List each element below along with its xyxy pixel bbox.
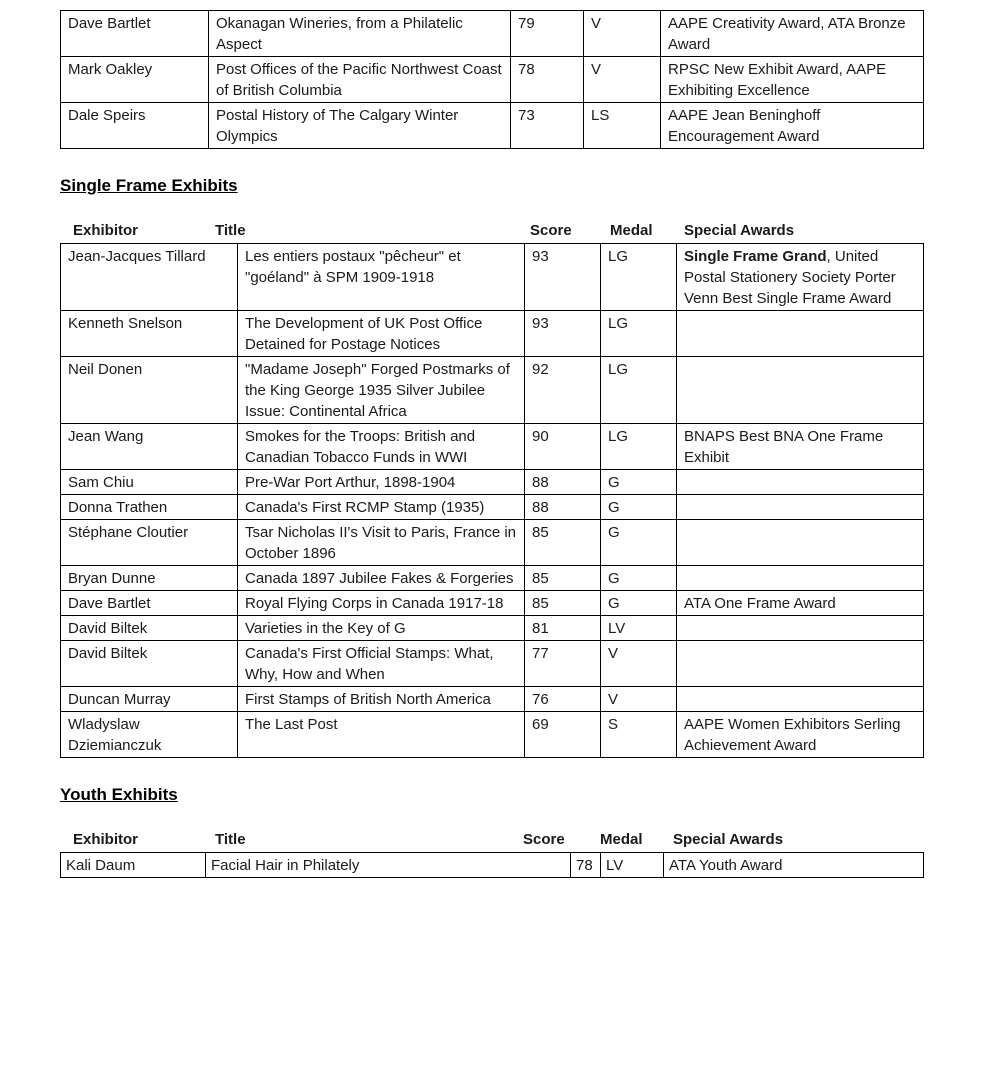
- award-text: BNAPS Best BNA One Frame Exhibit: [684, 428, 884, 466]
- exhibitor-cell: Sam Chiu: [61, 470, 238, 495]
- exhibitor-cell: Dale Speirs: [61, 103, 209, 149]
- single-frame-results-table: [60, 243, 924, 758]
- awards-cell: [661, 57, 924, 103]
- score-cell: 69: [525, 712, 601, 758]
- table-row: [61, 470, 924, 495]
- awards-cell: [677, 311, 924, 357]
- title-cell: First Stamps of British North America: [238, 687, 525, 712]
- table-row: [61, 712, 924, 758]
- medal-cell: V: [601, 687, 677, 712]
- score-cell: 90: [525, 424, 601, 470]
- medal-cell: LG: [601, 244, 677, 311]
- column-header-score: Score: [523, 831, 565, 848]
- table-row: [61, 311, 924, 357]
- awards-cell: [677, 641, 924, 687]
- medal-cell: V: [584, 57, 661, 103]
- column-header-title: Title: [215, 222, 246, 239]
- title-cell: Smokes for the Troops: British and Canadian Tobacco Funds in WWI: [238, 424, 525, 470]
- medal-cell: LV: [601, 853, 664, 878]
- score-cell: 93: [525, 244, 601, 311]
- title-cell: Pre-War Port Arthur, 1898-1904: [238, 470, 525, 495]
- awards-cell: [677, 687, 924, 712]
- award-text: ATA Youth Award: [669, 857, 783, 874]
- awards-cell: [677, 566, 924, 591]
- awards-cell: [677, 470, 924, 495]
- exhibitor-cell: David Biltek: [61, 641, 238, 687]
- score-cell: 92: [525, 357, 601, 424]
- title-cell: Post Offices of the Pacific Northwest Coast of British Columbia: [209, 57, 511, 103]
- score-cell: 73: [511, 103, 584, 149]
- exhibitor-cell: Bryan Dunne: [61, 566, 238, 591]
- score-cell: 93: [525, 311, 601, 357]
- medal-cell: G: [601, 591, 677, 616]
- score-cell: 85: [525, 520, 601, 566]
- section-heading-single-frame: Single Frame Exhibits: [60, 176, 238, 195]
- title-cell: "Madame Joseph" Forged Postmarks of the King George 1935 Silver Jubilee Issue: Continental Africa: [238, 357, 525, 424]
- score-cell: 79: [511, 11, 584, 57]
- title-cell: Varieties in the Key of G: [238, 616, 525, 641]
- awards-cell: [677, 357, 924, 424]
- exhibitor-cell: Jean Wang: [61, 424, 238, 470]
- table-row: [61, 853, 924, 878]
- exhibitor-cell: Kali Daum: [61, 853, 206, 878]
- title-cell: Canada's First RCMP Stamp (1935): [238, 495, 525, 520]
- table-row: [61, 616, 924, 641]
- awards-cell: [661, 103, 924, 149]
- score-cell: 78: [571, 853, 601, 878]
- award-text: AAPE Creativity Award, ATA Bronze Award: [668, 15, 906, 53]
- section-heading-youth: Youth Exhibits: [60, 785, 178, 804]
- award-text: , United Postal Stationery Society Porter Venn Best Single Frame Award: [684, 248, 896, 307]
- award-bold-text: Single Frame Grand: [684, 248, 827, 265]
- score-cell: 81: [525, 616, 601, 641]
- table-row: [61, 357, 924, 424]
- exhibitor-cell: Dave Bartlet: [61, 591, 238, 616]
- multi-frame-results-table-continued: [60, 10, 924, 149]
- score-cell: 85: [525, 566, 601, 591]
- medal-cell: G: [601, 520, 677, 566]
- awards-cell: [664, 853, 924, 878]
- title-cell: Postal History of The Calgary Winter Olympics: [209, 103, 511, 149]
- score-cell: 85: [525, 591, 601, 616]
- awards-cell: [661, 11, 924, 57]
- score-cell: 78: [511, 57, 584, 103]
- table-row: [61, 566, 924, 591]
- exhibitor-cell: Dave Bartlet: [61, 11, 209, 57]
- title-cell: The Development of UK Post Office Detained for Postage Notices: [238, 311, 525, 357]
- medal-cell: V: [601, 641, 677, 687]
- table-row: [61, 244, 924, 311]
- table-row: [61, 520, 924, 566]
- exhibitor-cell: Neil Donen: [61, 357, 238, 424]
- medal-cell: G: [601, 495, 677, 520]
- title-cell: Les entiers postaux "pêcheur" et "goéland" à SPM 1909-1918: [238, 244, 525, 311]
- score-cell: 76: [525, 687, 601, 712]
- awards-cell: [677, 424, 924, 470]
- title-cell: Royal Flying Corps in Canada 1917-18: [238, 591, 525, 616]
- column-header-awards: Special Awards: [684, 222, 795, 239]
- column-header-awards: Special Awards: [673, 831, 784, 848]
- table-row: [61, 424, 924, 470]
- column-header-score: Score: [530, 222, 572, 239]
- awards-cell: [677, 495, 924, 520]
- awards-cell: [677, 591, 924, 616]
- exhibitor-cell: Jean-Jacques Tillard: [61, 244, 238, 311]
- column-header-medal: Medal: [610, 222, 653, 239]
- column-header-exhibitor: Exhibitor: [73, 222, 139, 239]
- award-text: AAPE Women Exhibitors Serling Achievement Award: [684, 716, 901, 754]
- table-row: [61, 11, 924, 57]
- table-row: [61, 103, 924, 149]
- awards-cell: [677, 616, 924, 641]
- title-cell: Tsar Nicholas II's Visit to Paris, France in October 1896: [238, 520, 525, 566]
- title-cell: The Last Post: [238, 712, 525, 758]
- title-cell: Okanagan Wineries, from a Philatelic Aspect: [209, 11, 511, 57]
- column-header-medal: Medal: [600, 831, 643, 848]
- table-row: [61, 591, 924, 616]
- medal-cell: LG: [601, 311, 677, 357]
- exhibitor-cell: Mark Oakley: [61, 57, 209, 103]
- award-text: ATA One Frame Award: [684, 595, 836, 612]
- awards-cell: [677, 520, 924, 566]
- award-text: AAPE Jean Beninghoff Encouragement Award: [668, 107, 821, 145]
- medal-cell: LG: [601, 424, 677, 470]
- exhibitor-cell: Kenneth Snelson: [61, 311, 238, 357]
- table-row: [61, 57, 924, 103]
- score-cell: 88: [525, 470, 601, 495]
- single-frame-column-headers: [60, 223, 981, 239]
- exhibitor-cell: Wladyslaw Dziemianczuk: [61, 712, 238, 758]
- exhibitor-cell: Duncan Murray: [61, 687, 238, 712]
- awards-cell: [677, 244, 924, 311]
- medal-cell: G: [601, 470, 677, 495]
- youth-column-headers: [60, 832, 981, 848]
- table-row: [61, 687, 924, 712]
- table-row: [61, 641, 924, 687]
- exhibitor-cell: David Biltek: [61, 616, 238, 641]
- exhibitor-cell: Donna Trathen: [61, 495, 238, 520]
- score-cell: 77: [525, 641, 601, 687]
- exhibitor-cell: Stéphane Cloutier: [61, 520, 238, 566]
- column-header-title: Title: [215, 831, 246, 848]
- table-row: [61, 495, 924, 520]
- medal-cell: LG: [601, 357, 677, 424]
- youth-results-table: [60, 852, 924, 878]
- title-cell: Canada's First Official Stamps: What, Why, How and When: [238, 641, 525, 687]
- awards-cell: [677, 712, 924, 758]
- medal-cell: V: [584, 11, 661, 57]
- title-cell: Canada 1897 Jubilee Fakes & Forgeries: [238, 566, 525, 591]
- column-header-exhibitor: Exhibitor: [73, 831, 139, 848]
- medal-cell: LS: [584, 103, 661, 149]
- award-text: RPSC New Exhibit Award, AAPE Exhibiting Excellence: [668, 61, 887, 99]
- medal-cell: S: [601, 712, 677, 758]
- title-cell: Facial Hair in Philately: [206, 853, 571, 878]
- medal-cell: LV: [601, 616, 677, 641]
- medal-cell: G: [601, 566, 677, 591]
- score-cell: 88: [525, 495, 601, 520]
